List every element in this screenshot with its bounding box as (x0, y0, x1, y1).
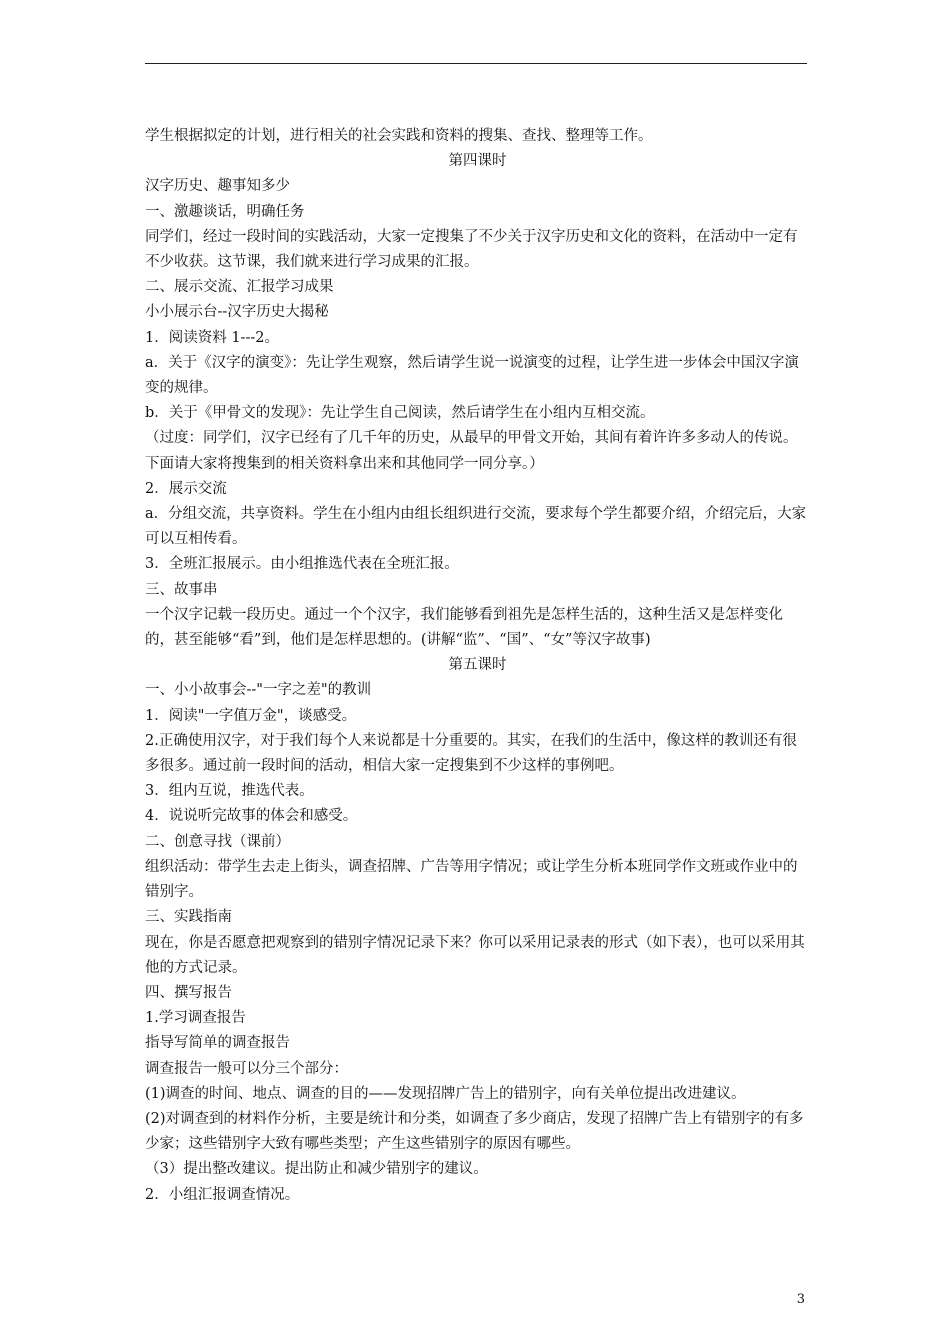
paragraph: 1．阅读"一字值万金"，谈感受。 (145, 707, 357, 724)
paragraph: 四、撰写报告 (145, 984, 232, 1001)
paragraph: a．分组交流，共享资料。学生在小组内由组长组织进行交流，要求每个学生都要介绍，介绍完后，大家可以互相传看。 (145, 506, 807, 548)
header-rule (145, 63, 807, 64)
paragraph: 现在，你是否愿意把观察到的错别字情况记录下来？你可以采用记录表的形式（如下表），也可以采用其他的方式记录。 (145, 934, 805, 976)
section-heading: 第四课时 (448, 153, 507, 170)
paragraph: 二、创意寻找（课前） (145, 833, 290, 850)
paragraph: 一个汉字记载一段历史。通过一个个汉字，我们能够看到祖先是怎样生活的，这种生活又是怎样变化的，甚至能够“看”到，他们是怎样思想的。(讲解“监”、“国”、“女”等汉字故事) (145, 606, 783, 649)
paragraph: 一、激趣谈话，明确任务 (145, 203, 305, 220)
paragraph: (1)调查的时间、地点、调查的目的——发现招牌广告上的错别字，向有关单位提出改进建议。 (145, 1085, 746, 1102)
paragraph: （3）提出整改建议。提出防止和减少错别字的建议。 (145, 1161, 488, 1178)
paragraph: 汉字历史、趣事知多少 (145, 178, 290, 195)
page-number: 3 (796, 1292, 805, 1307)
paragraph: 二、展示交流、汇报学习成果 (145, 279, 334, 296)
paragraph: 组织活动：带学生去走上街头，调查招牌、广告等用字情况；或让学生分析本班同学作文班或作业中的错别字。 (145, 858, 798, 901)
paragraph: 1．阅读资料 1---2。 (145, 329, 279, 346)
paragraph: (2)对调查到的材料作分析，主要是统计和分类，如调查了多少商店，发现了招牌广告上有错别字的有多少家；这些错别字大致有哪些类型；产生这些错别字的原因有哪些。 (145, 1110, 804, 1153)
paragraph: 2．小组汇报调查情况。 (145, 1186, 300, 1203)
paragraph: 学生根据拟定的计划，进行相关的社会实践和资料的搜集、查找、整理等工作。 (145, 128, 653, 144)
paragraph: 2．展示交流 (145, 480, 227, 497)
paragraph: 调查报告一般可以分三个部分： (145, 1060, 348, 1077)
paragraph: a．关于《汉字的演变》：先让学生观察，然后请学生说一说演变的过程，让学生进一步体会中国汉字演变的规律。 (145, 354, 799, 397)
paragraph: b．关于《甲骨文的发现》：先让学生自己阅读，然后请学生在小组内互相交流。 (145, 405, 655, 422)
paragraph: 指导写简单的调查报告 (145, 1035, 290, 1052)
paragraph: 3．全班汇报展示。由小组推选代表在全班汇报。 (145, 556, 459, 573)
paragraph: 一、小小故事会--"一字之差"的教训 (145, 682, 372, 699)
paragraph: 三、故事串 (145, 581, 218, 598)
paragraph: 2.正确使用汉字，对于我们每个人来说都是十分重要的。其实，在我们的生活中，像这样的教训还有很多很多。通过前一段时间的活动，相信大家一定搜集到不少这样的事例吧。 (145, 732, 797, 775)
paragraph: 小小展示台--汉字历史大揭秘 (145, 304, 329, 321)
paragraph: 三、实践指南 (145, 909, 232, 926)
paragraph: 4．说说听完故事的体会和感受。 (145, 808, 358, 825)
paragraph: （过度：同学们，汉字已经有了几千年的历史，从最早的甲骨文开始，其间有着许许多多动人的传说。下面请大家将搜集到的相关资料拿出来和其他同学一同分享。） (145, 430, 798, 472)
document-body (145, 124, 810, 1208)
section-heading: 第五课时 (448, 657, 507, 674)
paragraph: 1.学习调查报告 (145, 1010, 246, 1027)
paragraph: 3．组内互说，推选代表。 (145, 783, 314, 800)
paragraph: 同学们，经过一段时间的实践活动，大家一定搜集了不少关于汉字历史和文化的资料，在活动中一定有不少收获。这节课，我们就来进行学习成果的汇报。 (145, 228, 798, 271)
